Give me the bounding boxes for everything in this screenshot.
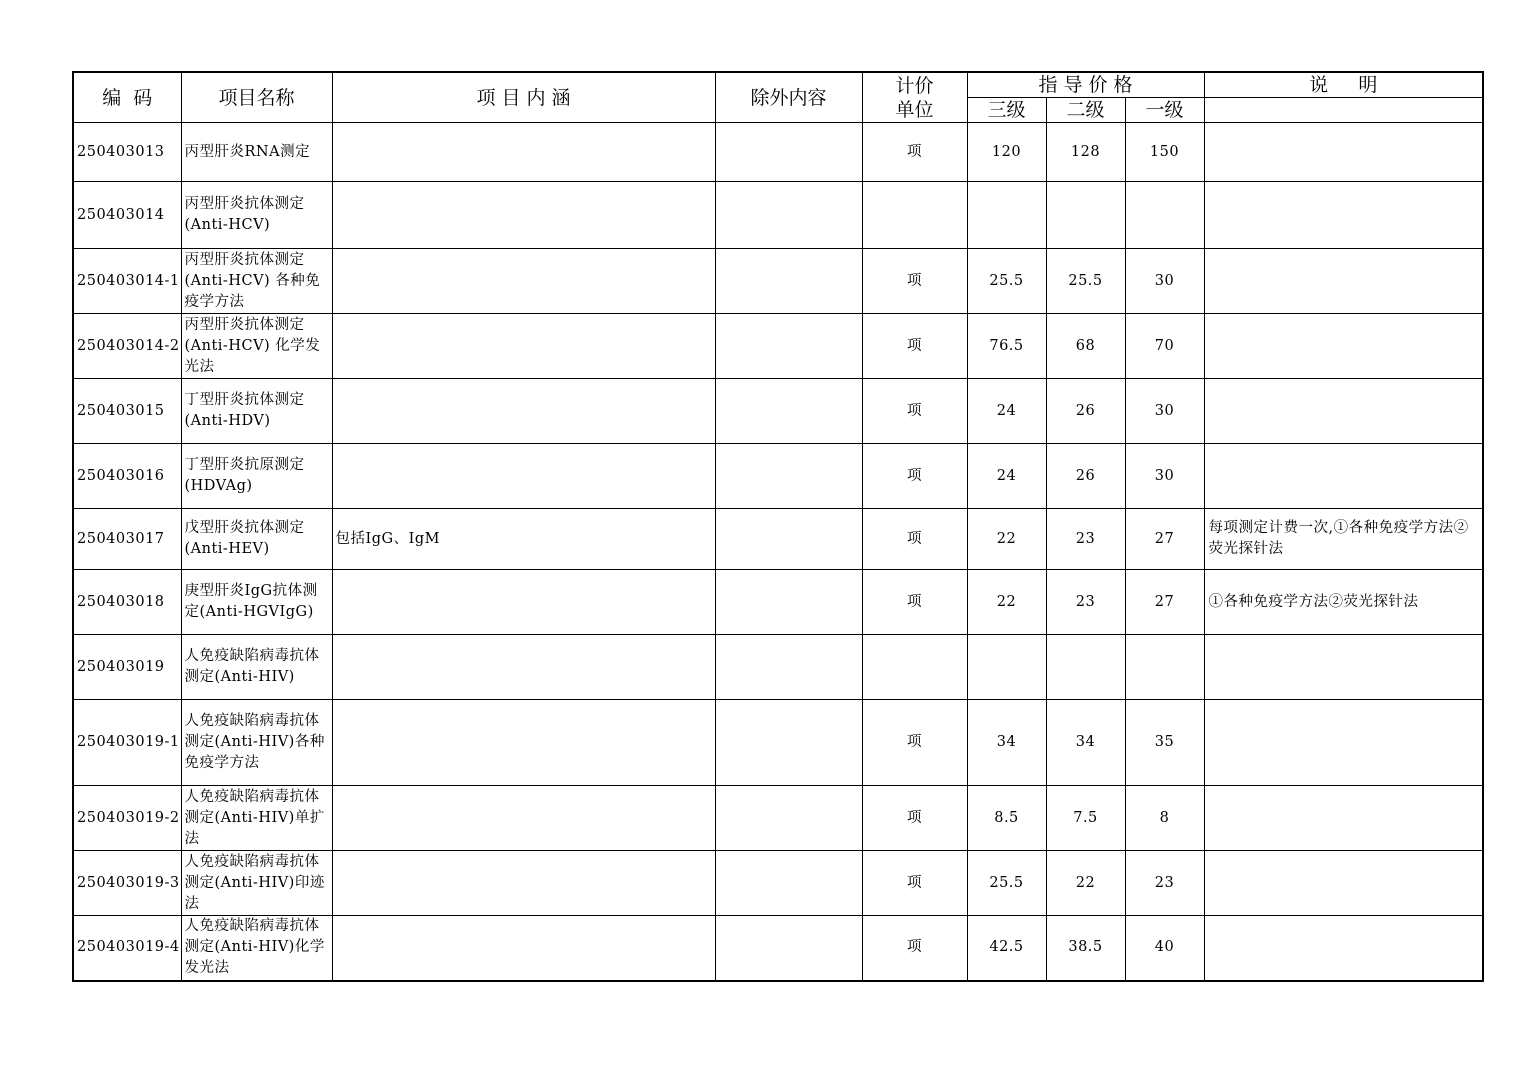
row-price-level3: 24 bbox=[967, 444, 1046, 509]
row-price-level2 bbox=[1046, 635, 1125, 700]
row-price-level1: 40 bbox=[1125, 916, 1204, 981]
row-exclusions bbox=[715, 123, 862, 182]
row-price-level3: 42.5 bbox=[967, 916, 1046, 981]
row-price-level1: 27 bbox=[1125, 570, 1204, 635]
header-level2: 二级 bbox=[1046, 98, 1125, 123]
row-code: 250403019-2 bbox=[73, 786, 181, 851]
row-content bbox=[332, 851, 715, 916]
row-note bbox=[1204, 314, 1483, 379]
row-unit: 项 bbox=[862, 123, 967, 182]
row-name: 人免疫缺陷病毒抗体测定(Anti-HIV)各种免疫学方法 bbox=[181, 700, 332, 786]
row-price-level2: 26 bbox=[1046, 444, 1125, 509]
row-code: 250403014 bbox=[73, 182, 181, 249]
row-price-level2: 68 bbox=[1046, 314, 1125, 379]
row-unit: 项 bbox=[862, 314, 967, 379]
row-note: ①各种免疫学方法②荧光探针法 bbox=[1204, 570, 1483, 635]
row-price-level3: 25.5 bbox=[967, 851, 1046, 916]
row-price-level2 bbox=[1046, 182, 1125, 249]
row-code: 250403015 bbox=[73, 379, 181, 444]
row-code: 250403014-1 bbox=[73, 249, 181, 314]
row-unit: 项 bbox=[862, 916, 967, 981]
row-name: 人免疫缺陷病毒抗体测定(Anti-HIV) bbox=[181, 635, 332, 700]
row-code: 250403017 bbox=[73, 509, 181, 570]
row-exclusions bbox=[715, 570, 862, 635]
row-unit: 项 bbox=[862, 509, 967, 570]
row-price-level1: 8 bbox=[1125, 786, 1204, 851]
row-name: 丙型肝炎抗体测定(Anti-HCV) bbox=[181, 182, 332, 249]
row-price-level2: 25.5 bbox=[1046, 249, 1125, 314]
row-price-level2: 23 bbox=[1046, 509, 1125, 570]
row-exclusions bbox=[715, 379, 862, 444]
header-code: 编 码 bbox=[73, 72, 181, 123]
row-exclusions bbox=[715, 851, 862, 916]
row-price-level3: 76.5 bbox=[967, 314, 1046, 379]
row-content bbox=[332, 635, 715, 700]
row-note bbox=[1204, 851, 1483, 916]
row-exclusions bbox=[715, 786, 862, 851]
row-price-level3: 24 bbox=[967, 379, 1046, 444]
row-price-level2: 26 bbox=[1046, 379, 1125, 444]
row-exclusions bbox=[715, 444, 862, 509]
row-exclusions bbox=[715, 509, 862, 570]
row-note bbox=[1204, 916, 1483, 981]
row-content bbox=[332, 570, 715, 635]
price-table bbox=[72, 71, 1484, 982]
row-content bbox=[332, 123, 715, 182]
row-price-level1: 30 bbox=[1125, 379, 1204, 444]
row-code: 250403019-3 bbox=[73, 851, 181, 916]
row-name: 丁型肝炎抗体测定(Anti-HDV) bbox=[181, 379, 332, 444]
row-price-level3: 22 bbox=[967, 570, 1046, 635]
row-price-level1: 23 bbox=[1125, 851, 1204, 916]
row-price-level1: 30 bbox=[1125, 444, 1204, 509]
row-content bbox=[332, 444, 715, 509]
header-unit-bottom: 单位 bbox=[862, 98, 967, 123]
row-note bbox=[1204, 786, 1483, 851]
row-note bbox=[1204, 249, 1483, 314]
header-name: 项目名称 bbox=[181, 72, 332, 123]
row-name: 戊型肝炎抗体测定(Anti-HEV) bbox=[181, 509, 332, 570]
row-note bbox=[1204, 444, 1483, 509]
row-unit: 项 bbox=[862, 379, 967, 444]
row-exclusions bbox=[715, 916, 862, 981]
row-price-level3: 25.5 bbox=[967, 249, 1046, 314]
row-code: 250403018 bbox=[73, 570, 181, 635]
row-content: 包括IgG、IgM bbox=[332, 509, 715, 570]
row-code: 250403019-1 bbox=[73, 700, 181, 786]
row-name: 丁型肝炎抗原测定(HDVAg) bbox=[181, 444, 332, 509]
row-unit: 项 bbox=[862, 249, 967, 314]
row-price-level3: 22 bbox=[967, 509, 1046, 570]
row-note bbox=[1204, 379, 1483, 444]
row-name: 丙型肝炎抗体测定(Anti-HCV) 化学发光法 bbox=[181, 314, 332, 379]
row-name: 丙型肝炎RNA测定 bbox=[181, 123, 332, 182]
row-exclusions bbox=[715, 182, 862, 249]
row-price-level2: 23 bbox=[1046, 570, 1125, 635]
row-price-level2: 34 bbox=[1046, 700, 1125, 786]
header-note: 说 明 bbox=[1204, 72, 1483, 98]
row-price-level1: 70 bbox=[1125, 314, 1204, 379]
row-content bbox=[332, 786, 715, 851]
row-price-level2: 7.5 bbox=[1046, 786, 1125, 851]
row-content bbox=[332, 700, 715, 786]
row-price-level3: 8.5 bbox=[967, 786, 1046, 851]
row-note bbox=[1204, 123, 1483, 182]
row-code: 250403016 bbox=[73, 444, 181, 509]
row-note bbox=[1204, 182, 1483, 249]
row-price-level1: 35 bbox=[1125, 700, 1204, 786]
row-price-level3 bbox=[967, 635, 1046, 700]
row-unit: 项 bbox=[862, 851, 967, 916]
header-unit-top: 计价 bbox=[862, 72, 967, 98]
header-exclusions: 除外内容 bbox=[715, 72, 862, 123]
row-unit bbox=[862, 635, 967, 700]
row-name: 人免疫缺陷病毒抗体测定(Anti-HIV)单扩法 bbox=[181, 786, 332, 851]
header-level3: 三级 bbox=[967, 98, 1046, 123]
row-content bbox=[332, 379, 715, 444]
row-exclusions bbox=[715, 314, 862, 379]
row-content bbox=[332, 249, 715, 314]
row-price-level3: 120 bbox=[967, 123, 1046, 182]
row-name: 庚型肝炎IgG抗体测定(Anti-HGVIgG) bbox=[181, 570, 332, 635]
row-code: 250403019 bbox=[73, 635, 181, 700]
row-exclusions bbox=[715, 249, 862, 314]
row-note bbox=[1204, 700, 1483, 786]
row-price-level1: 30 bbox=[1125, 249, 1204, 314]
header-note-blank bbox=[1204, 98, 1483, 123]
row-unit: 项 bbox=[862, 570, 967, 635]
row-price-level1 bbox=[1125, 182, 1204, 249]
row-price-level1: 27 bbox=[1125, 509, 1204, 570]
row-price-level1: 150 bbox=[1125, 123, 1204, 182]
row-code: 250403013 bbox=[73, 123, 181, 182]
row-price-level3 bbox=[967, 182, 1046, 249]
header-content: 项 目 内 涵 bbox=[332, 72, 715, 123]
row-note: 每项测定计费一次,①各种免疫学方法②荧光探针法 bbox=[1204, 509, 1483, 570]
row-code: 250403019-4 bbox=[73, 916, 181, 981]
row-code: 250403014-2 bbox=[73, 314, 181, 379]
row-unit: 项 bbox=[862, 786, 967, 851]
row-price-level1 bbox=[1125, 635, 1204, 700]
row-price-level2: 38.5 bbox=[1046, 916, 1125, 981]
row-exclusions bbox=[715, 635, 862, 700]
row-name: 人免疫缺陷病毒抗体测定(Anti-HIV)化学发光法 bbox=[181, 916, 332, 981]
row-content bbox=[332, 916, 715, 981]
row-price-level3: 34 bbox=[967, 700, 1046, 786]
row-price-level2: 128 bbox=[1046, 123, 1125, 182]
row-content bbox=[332, 314, 715, 379]
row-note bbox=[1204, 635, 1483, 700]
row-unit: 项 bbox=[862, 444, 967, 509]
row-price-level2: 22 bbox=[1046, 851, 1125, 916]
header-price-group: 指 导 价 格 bbox=[967, 72, 1204, 98]
row-name: 丙型肝炎抗体测定(Anti-HCV) 各种免疫学方法 bbox=[181, 249, 332, 314]
header-level1: 一级 bbox=[1125, 98, 1204, 123]
row-unit: 项 bbox=[862, 700, 967, 786]
row-unit bbox=[862, 182, 967, 249]
row-content bbox=[332, 182, 715, 249]
row-exclusions bbox=[715, 700, 862, 786]
row-name: 人免疫缺陷病毒抗体测定(Anti-HIV)印迹法 bbox=[181, 851, 332, 916]
